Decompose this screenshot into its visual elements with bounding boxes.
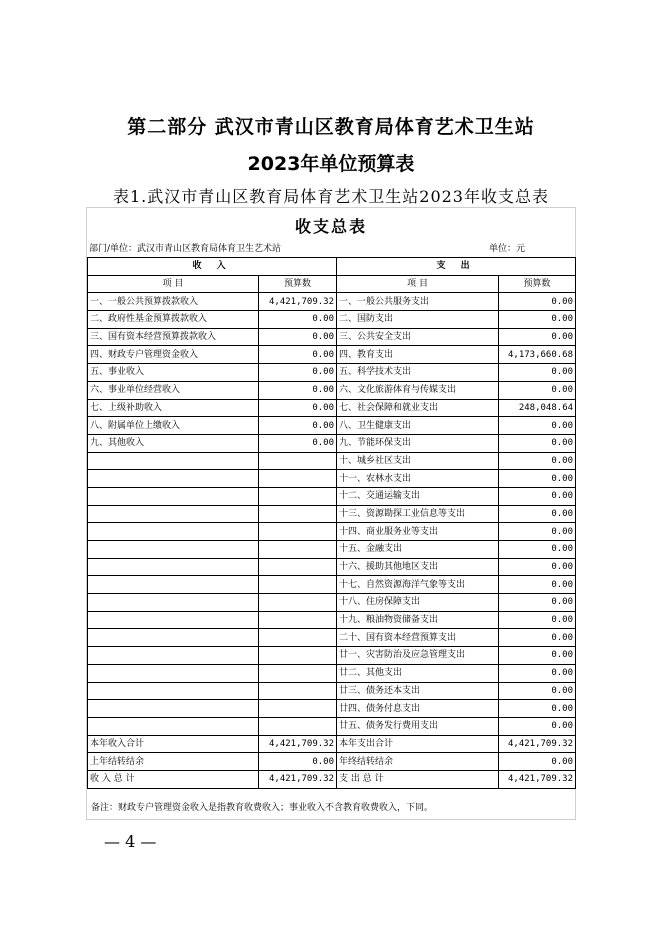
- income-item-cell: 八、附属单位上缴收入: [88, 417, 259, 435]
- income-item-cell: [88, 647, 259, 665]
- income-amount-cell: 0.00: [259, 434, 337, 452]
- expense-header: 支 出: [337, 258, 576, 276]
- income-item-cell: [88, 523, 259, 541]
- table-row: [88, 470, 576, 488]
- income-amount-cell: [259, 576, 337, 594]
- income-amount-cell: 0.00: [259, 364, 337, 382]
- income-item-cell: [88, 611, 259, 629]
- expense-amount-header: 预算数: [499, 275, 576, 293]
- income-amount-cell: [259, 487, 337, 505]
- expense-item-cell: 七、社会保障和就业支出: [337, 399, 499, 417]
- income-item-cell: [88, 452, 259, 470]
- income-amount-cell: [259, 611, 337, 629]
- income-amount-cell: [259, 682, 337, 700]
- page-subtitle: 2023年单位预算表: [247, 153, 415, 175]
- income-item-cell: [88, 470, 259, 488]
- income-item-cell: [88, 594, 259, 612]
- expense-item-cell: 四、教育支出: [337, 346, 499, 364]
- expense-item-cell: 廿五、债务发行费用支出: [337, 717, 499, 735]
- expense-item-cell: 廿四、债务付息支出: [337, 700, 499, 718]
- table-row: [88, 647, 576, 665]
- expense-amount-cell: 0.00: [499, 629, 576, 647]
- expense-item-cell: 十三、资源勘探工业信息等支出: [337, 505, 499, 523]
- income-item-cell: 本年收入合计: [88, 735, 259, 753]
- income-item-header: 项 目: [88, 275, 259, 293]
- expense-item-cell: 六、文化旅游体育与传媒支出: [337, 381, 499, 399]
- income-item-cell: 三、国有资本经营预算拨款收入: [88, 328, 259, 346]
- income-item-cell: [88, 558, 259, 576]
- expense-amount-cell: 0.00: [499, 364, 576, 382]
- expense-item-cell: 十四、商业服务业等支出: [337, 523, 499, 541]
- expense-item-cell: 年终结转结余: [337, 753, 499, 771]
- sheet-title: 收支总表: [294, 217, 367, 236]
- income-amount-cell: 0.00: [259, 381, 337, 399]
- column-header-row: [88, 275, 576, 293]
- expense-item-cell: 廿三、债务还本支出: [337, 682, 499, 700]
- expense-amount-cell: 0.00: [499, 717, 576, 735]
- table-row: [88, 346, 576, 364]
- expense-item-cell: 十二、交通运输支出: [337, 487, 499, 505]
- table-row: [88, 717, 576, 735]
- table-row: [88, 293, 576, 311]
- expense-amount-cell: 0.00: [499, 523, 576, 541]
- expense-item-cell: 一、一般公共服务支出: [337, 293, 499, 311]
- income-amount-cell: [259, 452, 337, 470]
- income-amount-cell: [259, 523, 337, 541]
- income-item-cell: 九、其他收入: [88, 434, 259, 452]
- income-item-cell: [88, 664, 259, 682]
- income-item-cell: [88, 629, 259, 647]
- income-item-cell: 五、事业收入: [88, 364, 259, 382]
- income-amount-cell: 0.00: [259, 399, 337, 417]
- income-amount-header: 预算数: [259, 275, 337, 293]
- expense-item-cell: 十八、住房保障支出: [337, 594, 499, 612]
- expense-item-cell: 十一、农林水支出: [337, 470, 499, 488]
- income-amount-cell: 4,421,709.32: [259, 293, 337, 311]
- expense-amount-cell: 0.00: [499, 576, 576, 594]
- income-item-cell: 六、事业单位经营收入: [88, 381, 259, 399]
- table-row: [88, 434, 576, 452]
- page-title: 第二部分 武汉市青山区教育局体育艺术卫生站: [127, 116, 535, 138]
- expense-item-cell: 十六、援助其他地区支出: [337, 558, 499, 576]
- table-row: [88, 523, 576, 541]
- expense-amount-cell: 0.00: [499, 311, 576, 329]
- expense-amount-cell: 0.00: [499, 558, 576, 576]
- income-item-cell: [88, 717, 259, 735]
- expense-item-cell: 二、国防支出: [337, 311, 499, 329]
- income-item-cell: [88, 541, 259, 559]
- table-note: 备注：财政专户管理资金收入是指教育收费收入；事业收入不含教育收费收入，下同。: [91, 803, 434, 813]
- table-row: [88, 558, 576, 576]
- income-amount-cell: [259, 647, 337, 665]
- income-header: 收 入: [88, 258, 337, 276]
- income-item-cell: [88, 505, 259, 523]
- unit-label: 单位：元: [489, 244, 526, 254]
- income-amount-cell: [259, 700, 337, 718]
- income-amount-cell: [259, 717, 337, 735]
- expense-item-cell: 支 出 总 计: [337, 770, 499, 788]
- income-amount-cell: [259, 558, 337, 576]
- expense-item-cell: 廿二、其他支出: [337, 664, 499, 682]
- expense-amount-cell: 4,173,660.68: [499, 346, 576, 364]
- income-item-cell: [88, 487, 259, 505]
- budget-sheet: [86, 207, 576, 820]
- income-item-cell: 一、一般公共预算拨款收入: [88, 293, 259, 311]
- table-row: [88, 770, 576, 788]
- income-item-cell: [88, 700, 259, 718]
- table-row: [88, 611, 576, 629]
- expense-amount-cell: 0.00: [499, 647, 576, 665]
- expense-amount-cell: 4,421,709.32: [499, 770, 576, 788]
- expense-amount-cell: 0.00: [499, 611, 576, 629]
- expense-item-cell: 八、卫生健康支出: [337, 417, 499, 435]
- expense-item-cell: 十、城乡社区支出: [337, 452, 499, 470]
- expense-amount-cell: 0.00: [499, 452, 576, 470]
- income-item-cell: 七、上级补助收入: [88, 399, 259, 417]
- table-row: [88, 664, 576, 682]
- table-row: [88, 682, 576, 700]
- table-row: [88, 576, 576, 594]
- income-amount-cell: 0.00: [259, 753, 337, 771]
- income-item-cell: [88, 682, 259, 700]
- table-row: [88, 753, 576, 771]
- expense-amount-cell: 4,421,709.32: [499, 735, 576, 753]
- expense-amount-cell: 0.00: [499, 505, 576, 523]
- expense-amount-cell: 0.00: [499, 293, 576, 311]
- income-amount-cell: [259, 541, 337, 559]
- expense-amount-cell: 0.00: [499, 434, 576, 452]
- expense-amount-cell: 0.00: [499, 381, 576, 399]
- budget-table: [87, 257, 576, 789]
- table-caption: 表1.武汉市青山区教育局体育艺术卫生站2023年收支总表: [113, 187, 549, 206]
- table-row: [88, 735, 576, 753]
- expense-item-cell: 本年支出合计: [337, 735, 499, 753]
- table-row: [88, 541, 576, 559]
- table-row: [88, 328, 576, 346]
- unit-name: 部门/单位：武汉市青山区教育局体育卫生艺术站: [89, 244, 282, 254]
- income-amount-cell: [259, 594, 337, 612]
- expense-amount-cell: 0.00: [499, 594, 576, 612]
- income-amount-cell: 4,421,709.32: [259, 735, 337, 753]
- expense-item-cell: 五、科学技术支出: [337, 364, 499, 382]
- expense-item-cell: 三、公共安全支出: [337, 328, 499, 346]
- table-row: [88, 364, 576, 382]
- expense-amount-cell: 0.00: [499, 487, 576, 505]
- expense-amount-cell: 0.00: [499, 417, 576, 435]
- income-amount-cell: [259, 470, 337, 488]
- table-row: [88, 381, 576, 399]
- expense-amount-cell: 0.00: [499, 664, 576, 682]
- expense-amount-cell: 0.00: [499, 541, 576, 559]
- expense-amount-cell: 0.00: [499, 328, 576, 346]
- income-amount-cell: [259, 629, 337, 647]
- expense-amount-cell: 248,048.64: [499, 399, 576, 417]
- income-amount-cell: [259, 664, 337, 682]
- expense-amount-cell: 0.00: [499, 753, 576, 771]
- expense-amount-cell: 0.00: [499, 682, 576, 700]
- page-number: — 4 —: [104, 832, 157, 851]
- table-row: [88, 311, 576, 329]
- income-item-cell: 二、政府性基金预算拨款收入: [88, 311, 259, 329]
- income-amount-cell: 0.00: [259, 346, 337, 364]
- expense-item-cell: 二十、国有资本经营预算支出: [337, 629, 499, 647]
- table-row: [88, 452, 576, 470]
- income-item-cell: 上年结转结余: [88, 753, 259, 771]
- expense-amount-cell: 0.00: [499, 700, 576, 718]
- expense-item-cell: 九、节能环保支出: [337, 434, 499, 452]
- income-amount-cell: 0.00: [259, 328, 337, 346]
- table-row: [88, 505, 576, 523]
- expense-item-cell: 廿一、灾害防治及应急管理支出: [337, 647, 499, 665]
- expense-item-cell: 十七、自然资源海洋气象等支出: [337, 576, 499, 594]
- section-header-row: [88, 258, 576, 276]
- income-item-cell: 四、财政专户管理资金收入: [88, 346, 259, 364]
- income-item-cell: 收 入 总 计: [88, 770, 259, 788]
- table-row: [88, 594, 576, 612]
- income-item-cell: [88, 576, 259, 594]
- table-row: [88, 487, 576, 505]
- expense-item-cell: 十五、金融支出: [337, 541, 499, 559]
- table-row: [88, 700, 576, 718]
- table-row: [88, 399, 576, 417]
- expense-item-header: 项 目: [337, 275, 499, 293]
- income-amount-cell: 0.00: [259, 417, 337, 435]
- expense-amount-cell: 0.00: [499, 470, 576, 488]
- table-row: [88, 629, 576, 647]
- expense-item-cell: 十九、粮油物资储备支出: [337, 611, 499, 629]
- table-row: [88, 417, 576, 435]
- income-amount-cell: 0.00: [259, 311, 337, 329]
- income-amount-cell: [259, 505, 337, 523]
- income-amount-cell: 4,421,709.32: [259, 770, 337, 788]
